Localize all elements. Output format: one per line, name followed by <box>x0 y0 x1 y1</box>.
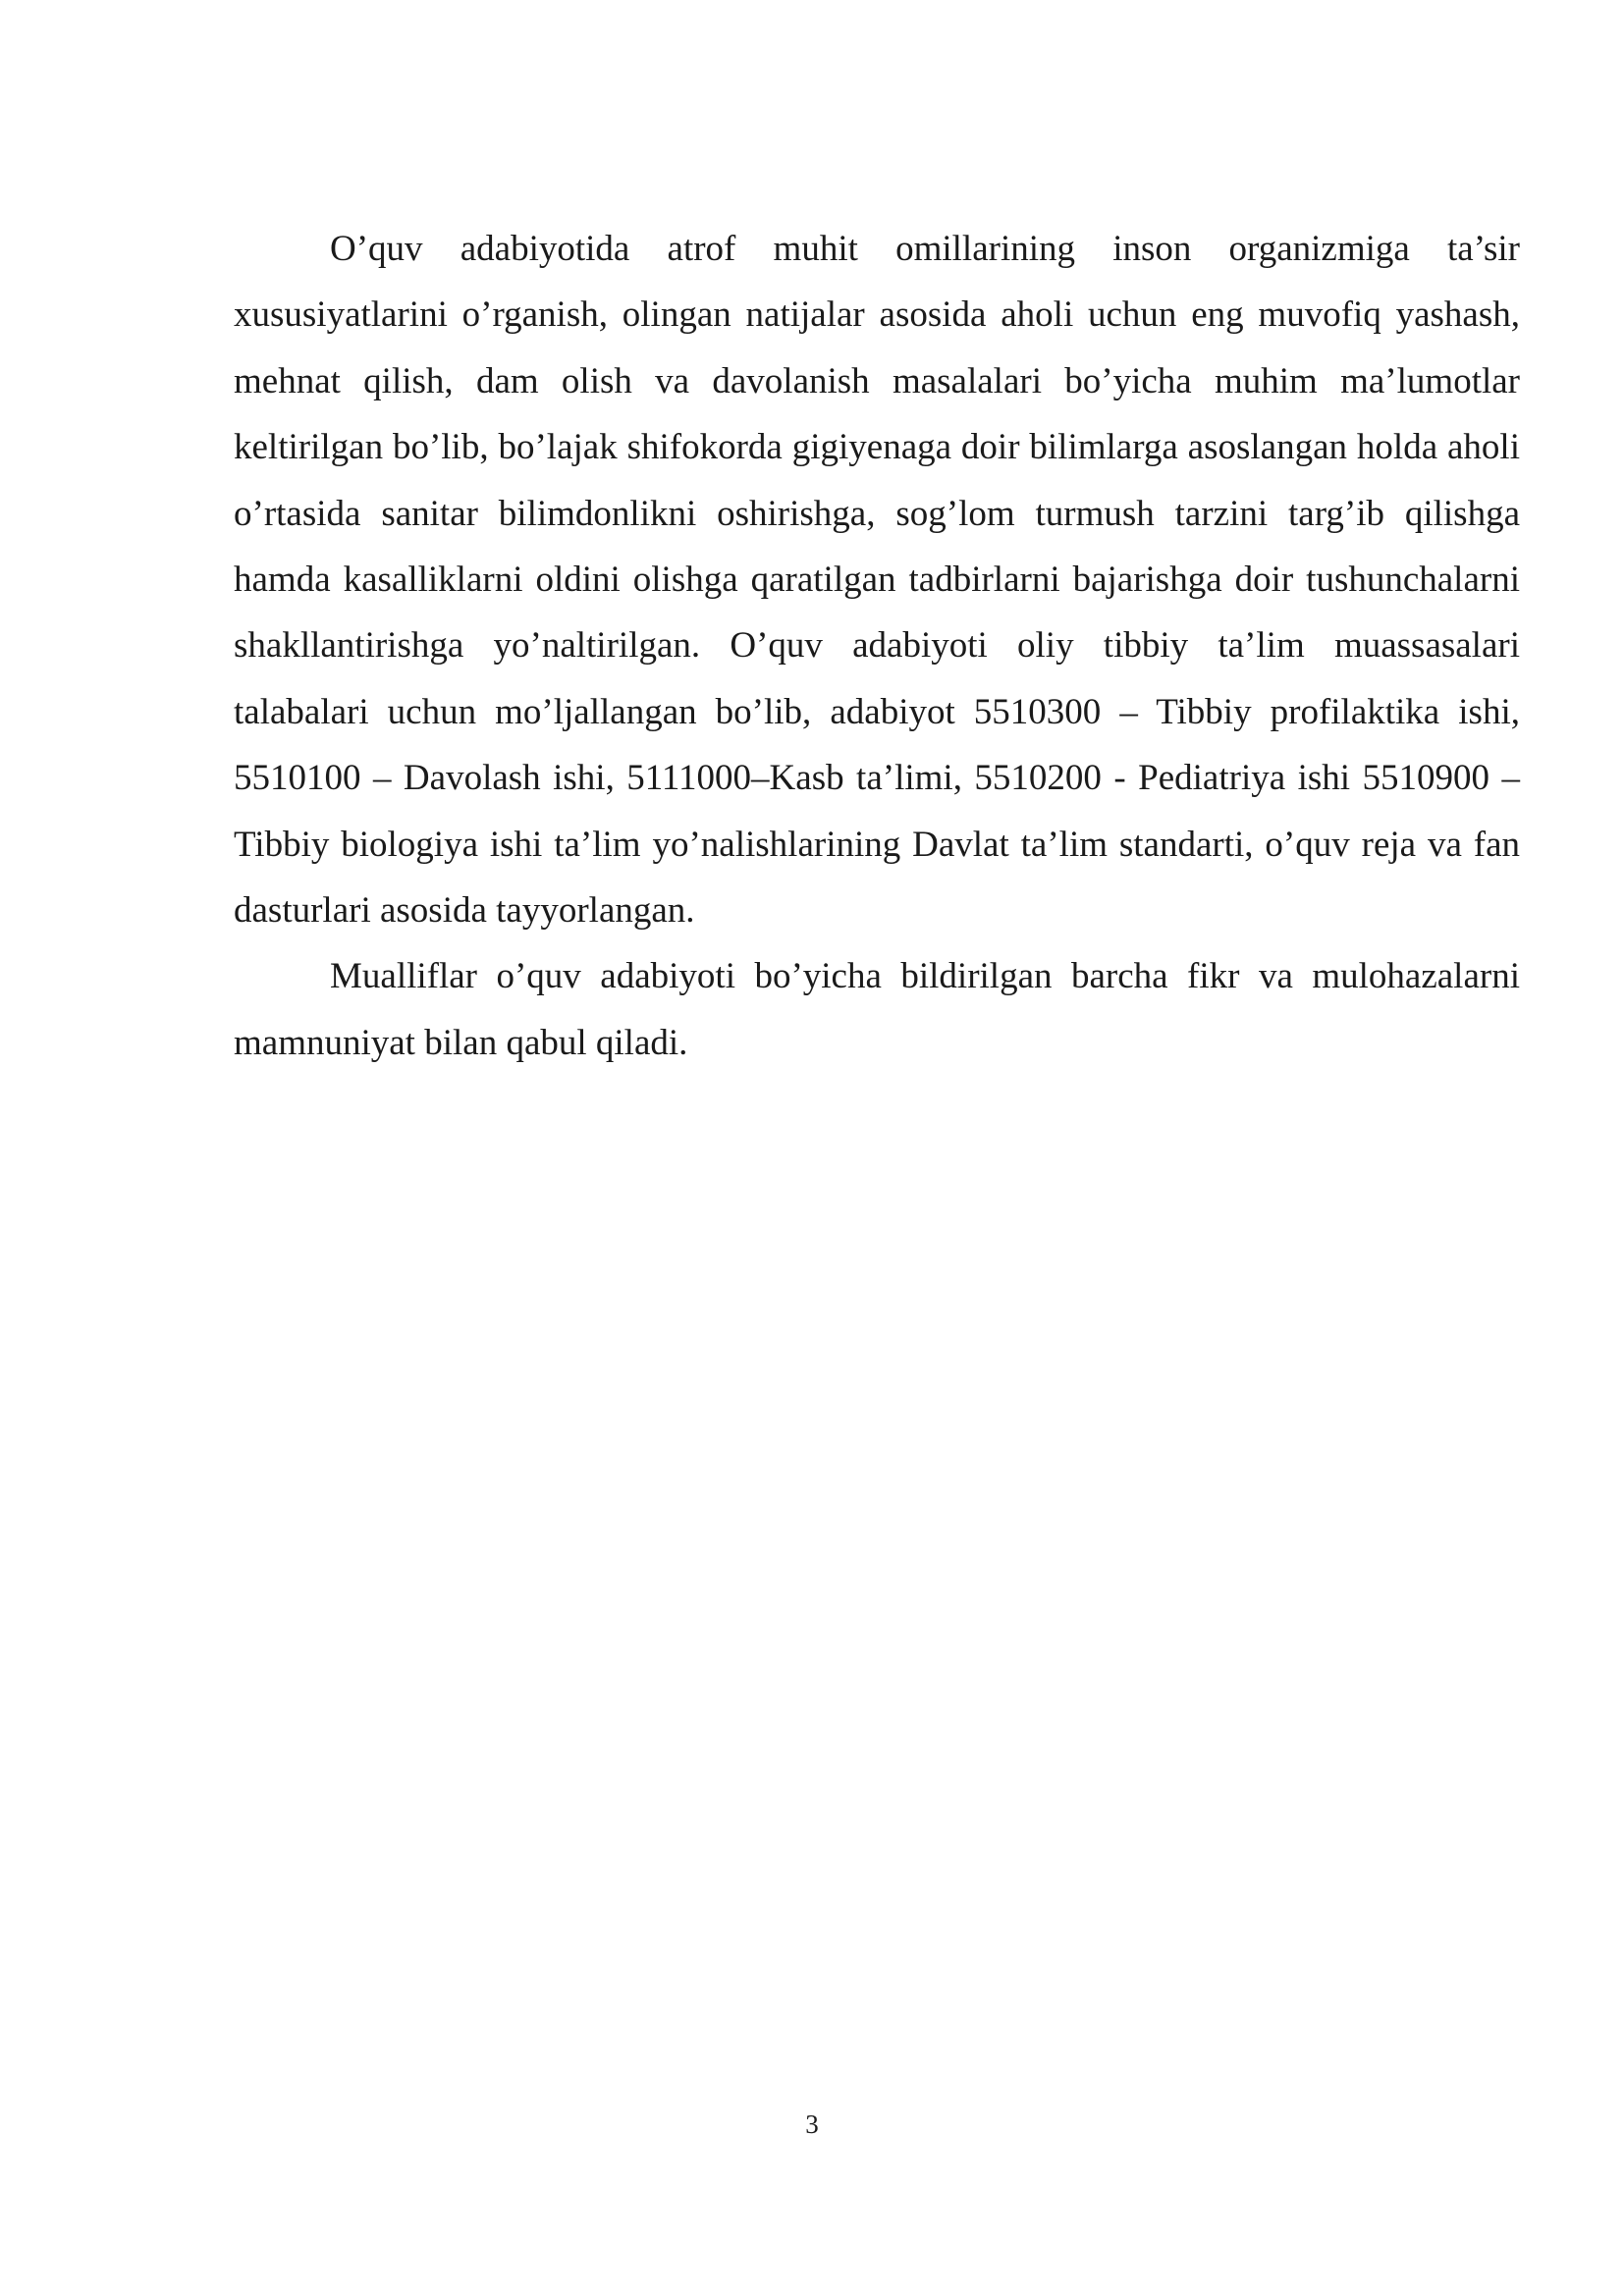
body-text <box>234 216 1520 1076</box>
paragraph-intro: O’quv adabiyotida atrof muhit omillarining inson organizmiga ta’sir xususiyatlarini o’rganish, olingan natijalar asosida aholi uchun eng muvofiq yashash, mehnat qilish, dam olish va davolanish masalalari bo’yicha muhim ma’lumotlar keltirilgan bo’lib, bo’lajak shifokorda gigiyenaga doir bilimlarga asoslangan holda aholi o’rtasida sanitar bilimdonlikni oshirishga, sog’lom turmush tarzini targ’ib qilishga hamda kasalliklarni oldini olishga qaratilgan tadbirlarni bajarishga doir tushunchalarni shakllantirishga yo’naltirilgan. O’quv adabiyoti oliy tibbiy ta’lim muassasalari talabalari uchun mo’ljallangan bo’lib, adabiyot 5510300 – Tibbiy profilaktika ishi, 5510100 – Davolash ishi, 5111000–Kasb ta’limi, 5510200 - Pediatriya ishi 5510900 – Tibbiy biologiya ishi ta’lim yo’nalishlarining Davlat ta’lim standarti, o’quv reja va fan dasturlari asosida tayyorlangan. <box>234 229 1520 932</box>
paragraph-authors: Mualliflar o’quv adabiyoti bo’yicha bildirilgan barcha fikr va mulohazalarni mamnuniyat bilan qabul qiladi. <box>234 956 1520 1063</box>
page-number: 3 <box>805 2109 819 2139</box>
